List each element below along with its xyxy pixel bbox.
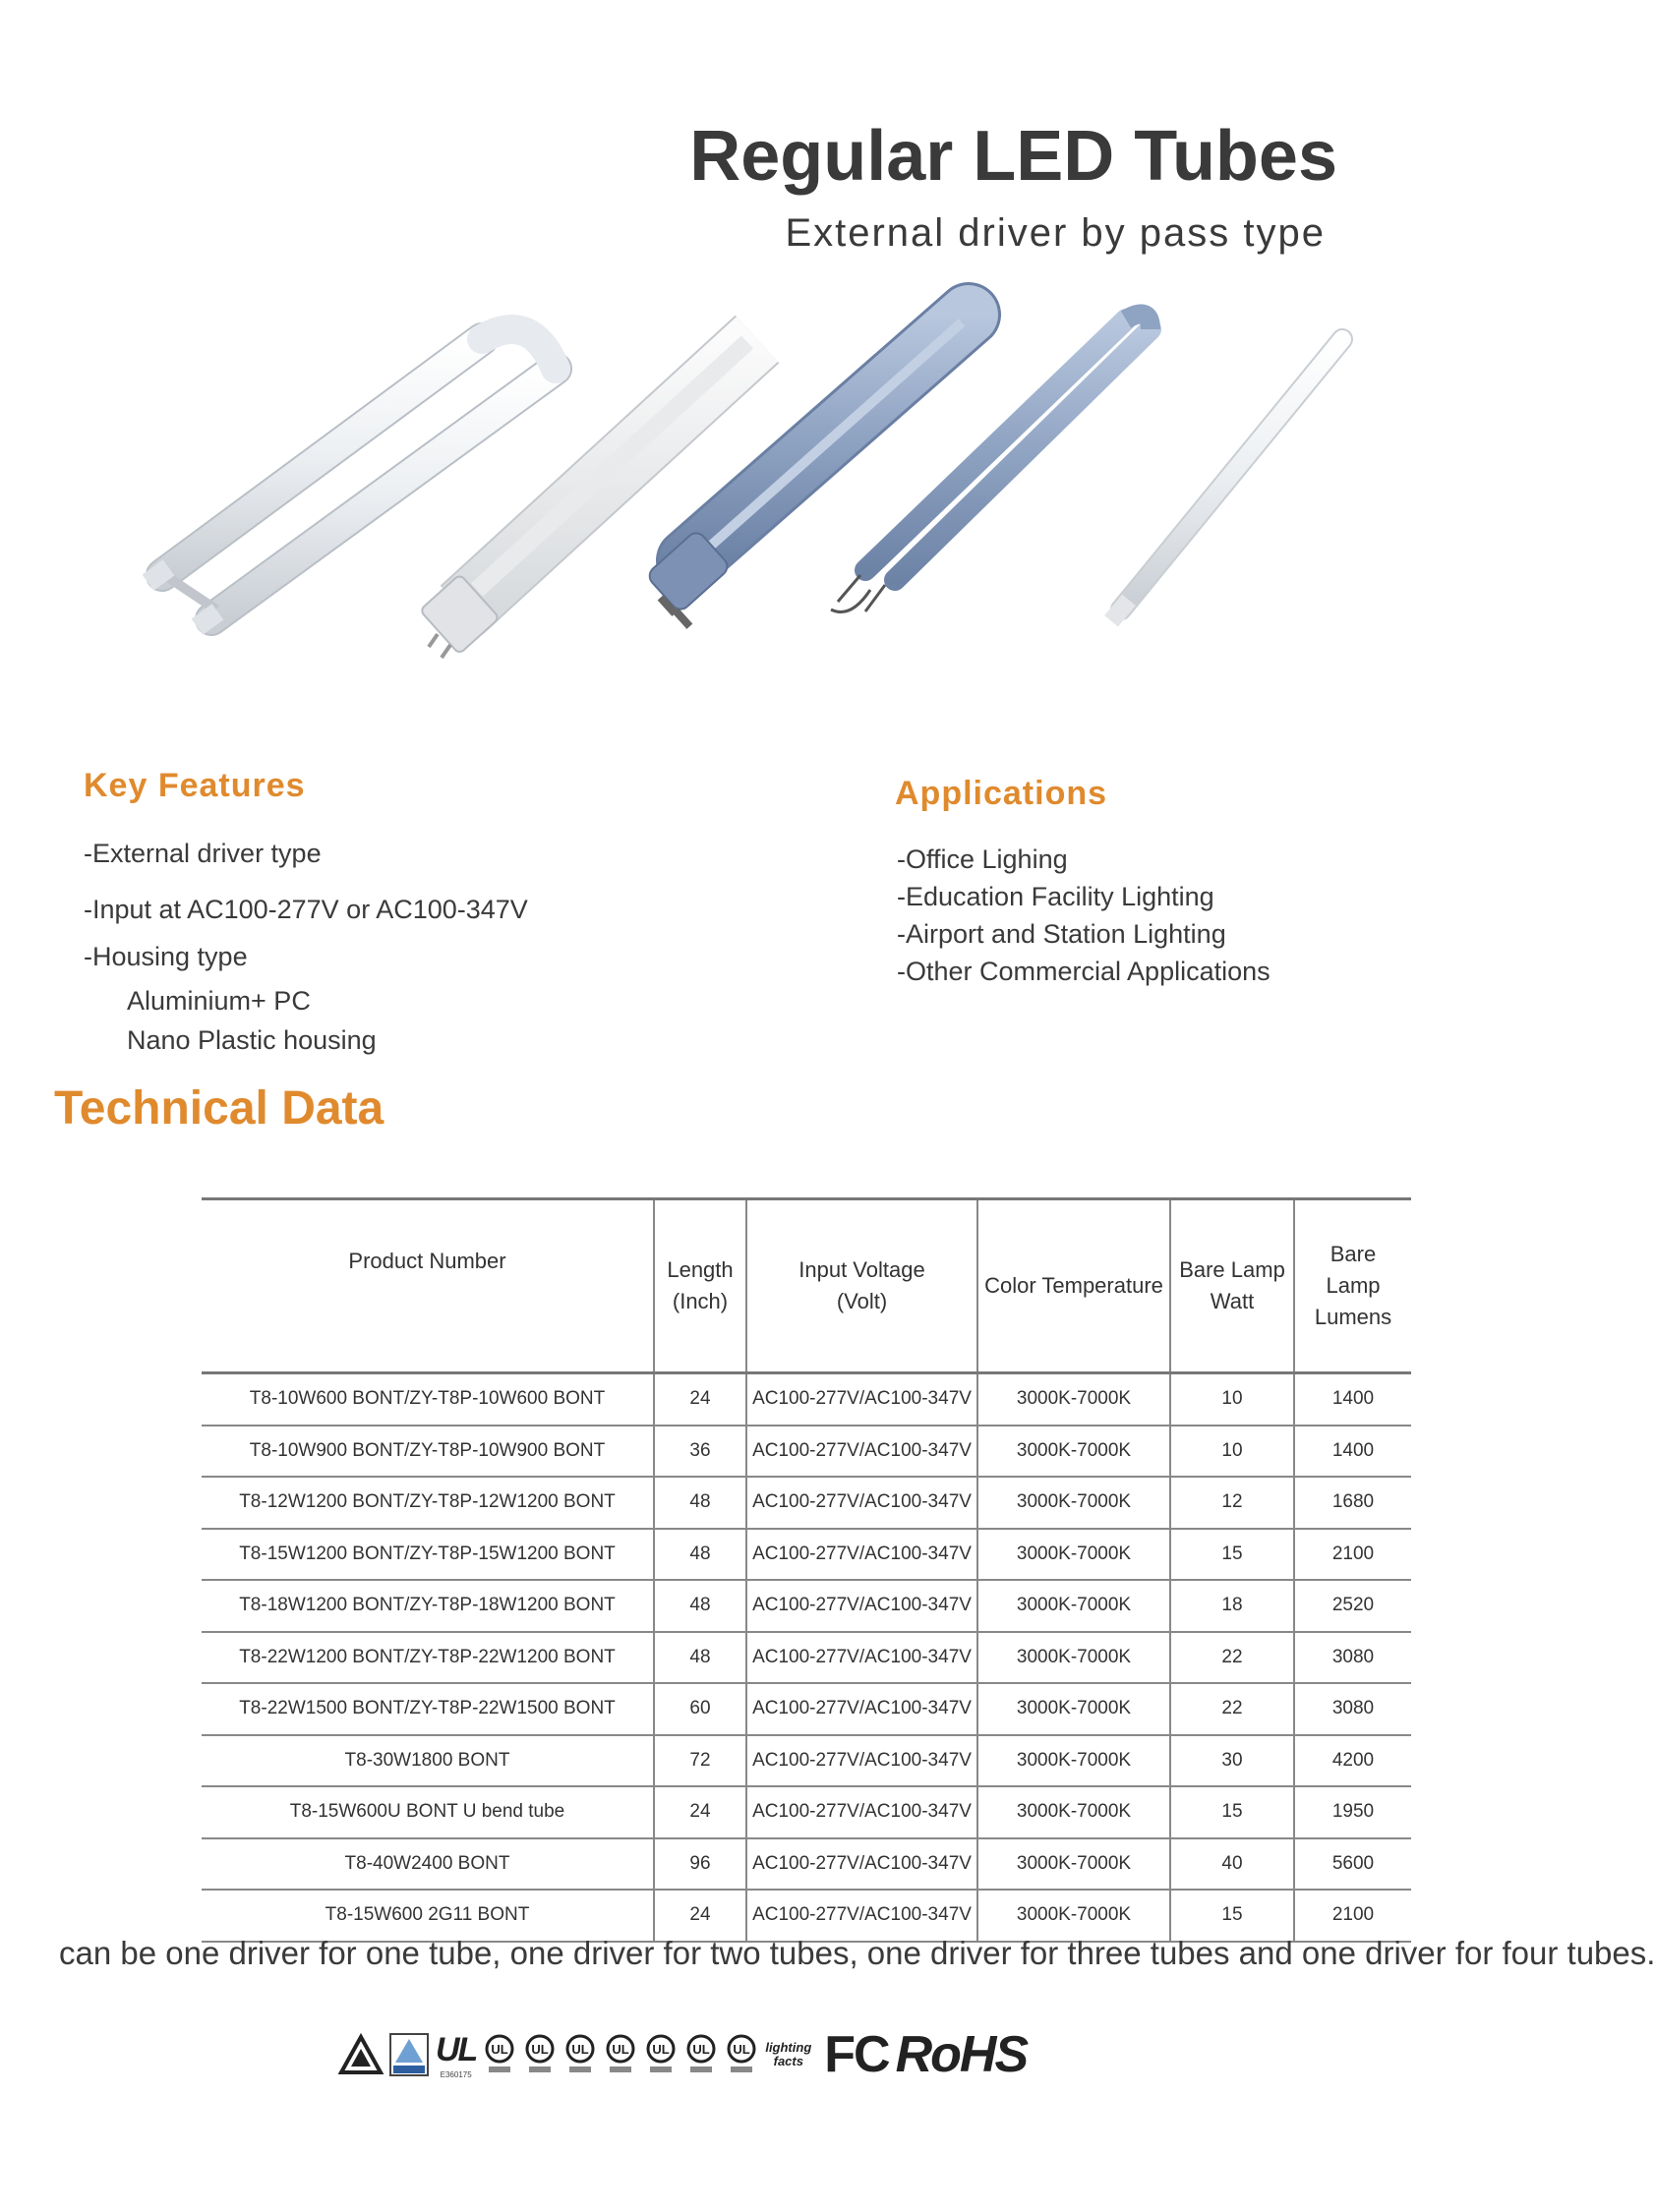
table-cell: 4200 — [1294, 1735, 1411, 1787]
table-header-row — [202, 1199, 1411, 1373]
table-row — [202, 1373, 1411, 1426]
table-cell: 10 — [1170, 1426, 1294, 1478]
table-cell: 72 — [654, 1735, 746, 1787]
product-photo — [138, 295, 1377, 669]
table-cell: AC100-277V/AC100-347V — [746, 1890, 977, 1942]
table-cell: AC100-277V/AC100-347V — [746, 1786, 977, 1838]
column-header: Bare Lamp Lumens — [1294, 1199, 1411, 1373]
table-cell: 1400 — [1294, 1373, 1411, 1426]
table-cell: 1400 — [1294, 1426, 1411, 1478]
ul-icon — [725, 2033, 758, 2076]
column-header: Length (Inch) — [654, 1199, 746, 1373]
lighting-facts-logo — [765, 2041, 811, 2068]
table-cell: 3000K-7000K — [977, 1735, 1170, 1787]
table-row — [202, 1632, 1411, 1684]
list-item: Nano Plastic housing — [127, 1025, 377, 1055]
product-number-cell: T8-15W600 2G11 BONT — [202, 1890, 654, 1942]
table-cell: 48 — [654, 1632, 746, 1684]
svg-text:UL: UL — [692, 2042, 710, 2057]
slim-tube-icon — [1104, 339, 1342, 627]
table-cell: 5600 — [1294, 1838, 1411, 1891]
ul-icon — [644, 2033, 678, 2076]
ul-icon — [684, 2033, 718, 2076]
table-cell: 12 — [1170, 1477, 1294, 1529]
table-row — [202, 1683, 1411, 1735]
table-cell: 3000K-7000K — [977, 1683, 1170, 1735]
product-number-cell: T8-15W1200 BONT/ZY-T8P-15W1200 BONT — [202, 1529, 654, 1581]
table-cell: 15 — [1170, 1890, 1294, 1942]
technical-data-heading: Technical Data — [54, 1082, 384, 1135]
technical-data-table — [202, 1197, 1411, 1943]
key-features-heading: Key Features — [84, 767, 306, 804]
ul-file-number: E360175 — [440, 2069, 472, 2079]
table-cell: 24 — [654, 1890, 746, 1942]
table-cell: 3000K-7000K — [977, 1529, 1170, 1581]
certification-marks — [339, 2020, 1027, 2089]
column-header: Product Number — [202, 1199, 654, 1373]
table-cell: 10 — [1170, 1373, 1294, 1426]
table-row — [202, 1890, 1411, 1942]
svg-text:UL: UL — [491, 2042, 508, 2057]
table-cell: 18 — [1170, 1580, 1294, 1632]
table-cell: 36 — [654, 1426, 746, 1478]
table-cell: 3000K-7000K — [977, 1477, 1170, 1529]
table-cell: 22 — [1170, 1632, 1294, 1684]
product-number-cell: T8-10W900 BONT/ZY-T8P-10W900 BONT — [202, 1426, 654, 1478]
table-row — [202, 1477, 1411, 1529]
table-cell: 3080 — [1294, 1632, 1411, 1684]
list-item: -Office Lighing — [897, 844, 1068, 874]
product-number-cell: T8-15W600U BONT U bend tube — [202, 1786, 654, 1838]
table-cell: AC100-277V/AC100-347V — [746, 1735, 977, 1787]
list-item: -Housing type — [84, 942, 248, 971]
table-cell: 2520 — [1294, 1580, 1411, 1632]
table-cell: 48 — [654, 1580, 746, 1632]
table-cell: 30 — [1170, 1735, 1294, 1787]
table-row — [202, 1580, 1411, 1632]
table-cell: 3000K-7000K — [977, 1426, 1170, 1478]
table-row — [202, 1426, 1411, 1478]
table-row — [202, 1838, 1411, 1891]
product-number-cell: T8-10W600 BONT/ZY-T8P-10W600 BONT — [202, 1373, 654, 1426]
product-number-cell: T8-12W1200 BONT/ZY-T8P-12W1200 BONT — [202, 1477, 654, 1529]
driver-note: can be one driver for one tube, one driver for two tubes, one driver for three tubes and one driver for four tubes. — [59, 1935, 1655, 1971]
fcc-logo: FC — [824, 2026, 889, 2083]
column-header: Color Temperature — [977, 1199, 1170, 1373]
table-row — [202, 1735, 1411, 1787]
table-cell: 3000K-7000K — [977, 1373, 1170, 1426]
list-item: -Input at AC100-277V or AC100-347V — [84, 895, 528, 924]
list-item: Aluminium+ PC — [127, 986, 311, 1016]
svg-text:UL: UL — [531, 2042, 549, 2057]
table-cell: 15 — [1170, 1786, 1294, 1838]
table-row — [202, 1786, 1411, 1838]
table-cell: 24 — [654, 1373, 746, 1426]
table-cell: AC100-277V/AC100-347V — [746, 1426, 977, 1478]
cb-icon — [389, 2033, 429, 2076]
table-row — [202, 1529, 1411, 1581]
list-item: -Other Commercial Applications — [897, 957, 1271, 986]
table-cell: 1680 — [1294, 1477, 1411, 1529]
table-cell: 96 — [654, 1838, 746, 1891]
page-title: Regular LED Tubes — [689, 117, 1337, 196]
lighting-facts-line2: facts — [773, 2054, 803, 2068]
rohs-logo: RoHS — [895, 2026, 1028, 2083]
table-cell: AC100-277V/AC100-347V — [746, 1373, 977, 1426]
table-cell: 22 — [1170, 1683, 1294, 1735]
table-cell: 2100 — [1294, 1890, 1411, 1942]
applications-heading: Applications — [895, 775, 1108, 812]
table-cell: AC100-277V/AC100-347V — [746, 1683, 977, 1735]
lighting-facts-line1: lighting — [765, 2040, 812, 2055]
list-item: -Airport and Station Lighting — [897, 919, 1226, 949]
product-number-cell: T8-40W2400 BONT — [202, 1838, 654, 1891]
table-cell: AC100-277V/AC100-347V — [746, 1529, 977, 1581]
ul-listed-icon — [483, 2033, 516, 2076]
applications-list — [897, 841, 1271, 990]
table-cell: 48 — [654, 1529, 746, 1581]
table-cell: AC100-277V/AC100-347V — [746, 1632, 977, 1684]
page-subtitle: External driver by pass type — [785, 211, 1326, 255]
table-cell: 60 — [654, 1683, 746, 1735]
list-item: -Education Facility Lighting — [897, 882, 1214, 911]
ul-icon — [563, 2033, 597, 2076]
table-cell: AC100-277V/AC100-347V — [746, 1580, 977, 1632]
table-cell: AC100-277V/AC100-347V — [746, 1477, 977, 1529]
table-cell: 3080 — [1294, 1683, 1411, 1735]
ul-icon — [523, 2033, 557, 2076]
frosted-tube-icon — [420, 339, 757, 658]
table-cell: AC100-277V/AC100-347V — [746, 1838, 977, 1891]
table-cell: 1950 — [1294, 1786, 1411, 1838]
table-cell: 3000K-7000K — [977, 1786, 1170, 1838]
ul-icon — [604, 2033, 637, 2076]
table-cell: 48 — [654, 1477, 746, 1529]
ul-recognized-mark — [436, 2031, 476, 2079]
list-item: -External driver type — [84, 839, 322, 868]
table-cell: 40 — [1170, 1838, 1294, 1891]
svg-text:UL: UL — [571, 2042, 589, 2057]
table-cell: 3000K-7000K — [977, 1838, 1170, 1891]
product-number-cell: T8-22W1500 BONT/ZY-T8P-22W1500 BONT — [202, 1683, 654, 1735]
table-cell: 2100 — [1294, 1529, 1411, 1581]
svg-text:UL: UL — [652, 2042, 670, 2057]
saa-icon — [339, 2035, 383, 2074]
ul-mark-text: UL — [436, 2030, 477, 2068]
table-body — [202, 1373, 1411, 1942]
column-header: Bare Lamp Watt — [1170, 1199, 1294, 1373]
column-header: Input Voltage (Volt) — [746, 1199, 977, 1373]
product-number-cell: T8-18W1200 BONT/ZY-T8P-18W1200 BONT — [202, 1580, 654, 1632]
table-cell: 3000K-7000K — [977, 1580, 1170, 1632]
svg-text:UL: UL — [612, 2042, 629, 2057]
table-cell: 15 — [1170, 1529, 1294, 1581]
table-cell: 3000K-7000K — [977, 1890, 1170, 1942]
table-cell: 24 — [654, 1786, 746, 1838]
product-number-cell: T8-22W1200 BONT/ZY-T8P-22W1200 BONT — [202, 1632, 654, 1684]
table-cell: 3000K-7000K — [977, 1632, 1170, 1684]
product-number-cell: T8-30W1800 BONT — [202, 1735, 654, 1787]
svg-text:UL: UL — [733, 2042, 750, 2057]
